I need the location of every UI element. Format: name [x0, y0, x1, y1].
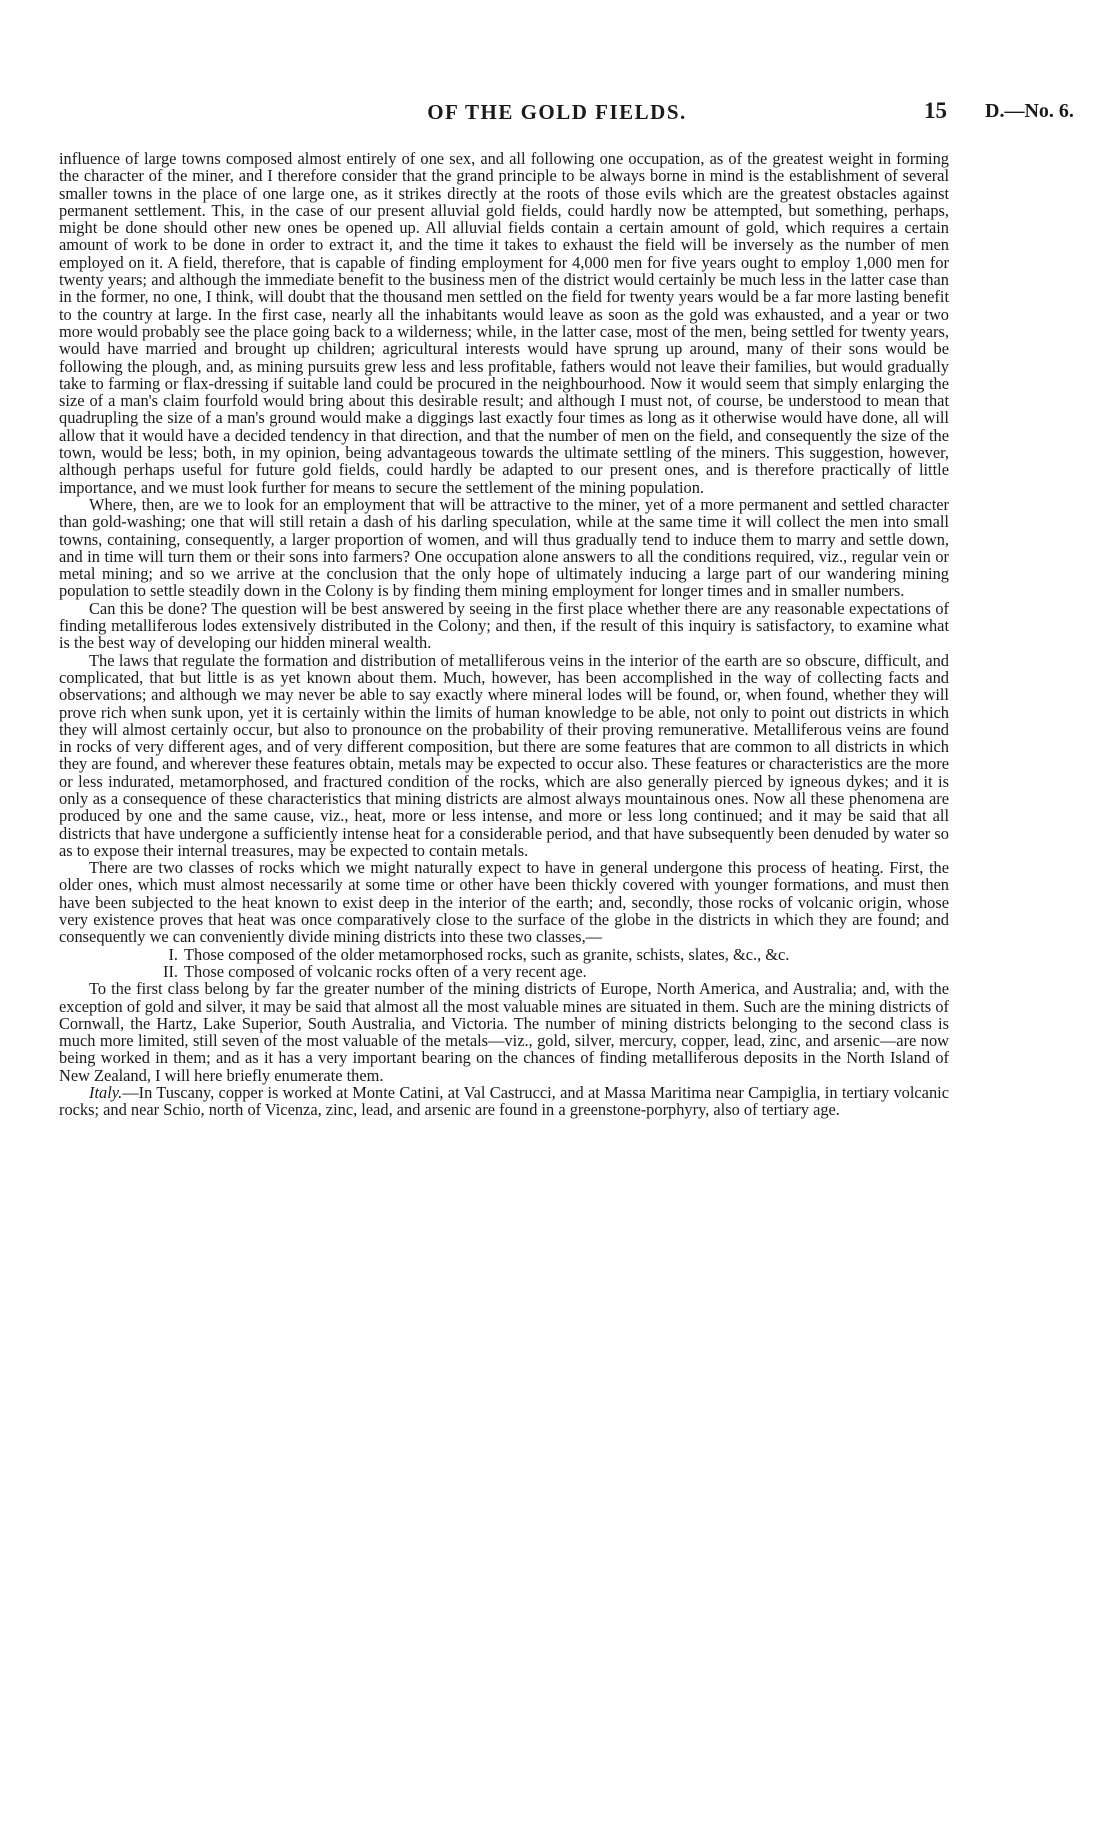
italy-heading: Italy. — [89, 1083, 123, 1103]
class-number: II. — [162, 961, 178, 981]
class-text: Those composed of volcanic rocks often of a very recent age. — [184, 961, 587, 981]
document-reference: D.—No. 6. — [985, 100, 1074, 122]
paragraph-6: To the first class belong by far the greater number of the mining districts of Europe, North America, and Australia; and, with the exception of gold and silver, it may be said that almost all the most valuable mines are situated in them. Such are the mining districts of Cornwall, the Hartz, Lake Superior, South Australia, and Victoria. The number of mining districts belonging to the second class is much more limited, still seven of the most valuable of the metals—viz., gold, silver, mercury, copper, lead, zinc, and arsenic—are now being worked in them; and as it has a very important bearing on the chances of finding metalliferous deposits in the North Island of New Zealand, I will here briefly enumerate them. — [59, 979, 949, 1085]
paragraph-italy — [59, 1084, 949, 1119]
paragraph-3: Can this be done? The question will be best answered by seeing in the first place whether there are any reasonable expectations of finding metalliferous lodes extensively distributed in the Colony; and then, if the result of this inquiry is satisfactory, to examine what is the best way of developing our hidden mineral wealth. — [59, 598, 949, 653]
body-text — [59, 150, 949, 1119]
running-header-title: OF THE GOLD FIELDS. — [427, 100, 687, 124]
paragraph-1: influence of large towns composed almost entirely of one sex, and all following one occupation, as of the greatest weight in forming the character of the miner, and I therefore consider that the grand principle to be always borne in mind is the establishment of several smaller towns in the place of one large one, as it strikes directly at the roots of those evils which are the greatest obstacles against permanent settlement. This, in the case of our present alluvial gold fields, could hardly now be attempted, but something, perhaps, might be done should other new ones be opened up. All alluvial fields contain a certain amount of gold, which requires a certain amount of work to be done in order to extract it, and the time it takes to exhaust the field will be inversely as the number of men employed on it. A field, therefore, that is capable of finding employment for 4,000 men for five years ought to employ 1,000 men for twenty years; and although the immediate benefit to the business men of the district would certainly be much less in the latter case than in the former, no one, I think, will doubt that the thousand men settled on the field for twenty years would be a far more lasting benefit to the country at large. In the first case, nearly all the inhabitants would leave as soon as the gold was exhausted, and a year or two more would probably see the place going back to a wilderness; while, in the latter case, most of the men, being settled for twenty years, would have married and brought up children; agricultural interests would have sprung up around, many of their sons would be following the plough, and, as mining pursuits grew less and less profitable, fathers would not leave their families, but would gradually take to farming or flax-dressing if suitable land could be procured in the neighbourhood. Now it would seem that simply enlarging the size of a man's claim fourfold would bring about this desirable result; and although I must not, of course, be understood to mean that quadrupling the size of a man's ground would make a diggings last exactly four times as long as it otherwise would have done, all will allow that it would have a decided tendency in that direction, and that the number of men on the field, and consequently the size of the town, would be less; both, in my opinion, being advantageous towards the ultimate settling of the miners. This suggestion, however, although perhaps useful for future gold fields, could hardly be adapted to our present ones, and is therefore practically of little importance, and we must look further for means to secure the settlement of the mining population. — [59, 149, 949, 497]
class-list-item — [59, 946, 949, 963]
class-number: I. — [168, 944, 178, 964]
paragraph-2: Where, then, are we to look for an employment that will be attractive to the miner, yet of a more permanent and settled character than gold-washing; one that will still retain a dash of his darling speculation, while at the same time it will collect the men into small towns, containing, consequently, a larger proportion of women, and will thus gradually tend to induce them to marry and settle down, and in time will turn them or their sons into farmers? One occupation alone answers to all the conditions required, viz., regular vein or metal mining; and so we arrive at the conclusion that the only hope of ultimately inducing a large part of our wandering mining population to settle steadily down in the Colony is by finding them mining employment for longer times and in smaller numbers. — [59, 494, 949, 601]
class-list-item — [59, 963, 949, 980]
class-text: Those composed of the older metamorphosed rocks, such as granite, schists, slates, &c., &c. — [184, 944, 790, 964]
paragraph-4: The laws that regulate the formation and distribution of metalliferous veins in the interior of the earth are so obscure, difficult, and complicated, that but little is as yet known about them. Much, however, has been accomplished in the way of collecting facts and observations; and although we may never be able to say exactly where mineral lodes will be found, or, when found, whether they will prove rich when sunk upon, yet it is certainly within the limits of human knowledge to be able, not only to point out districts in which they will almost certainly occur, but also to pronounce on the probability of their proving remunerative. Metalliferous veins are found in rocks of very different ages, and of very different composition, but there are some features that are common to all districts in which they are found, and wherever these features obtain, metals may be expected to occur also. These features or characteristics are the more or less indurated, metamorphosed, and fractured condition of the rocks, which are also generally pierced by igneous dykes; and it is only as a consequence of these characteristics that mining districts are almost always mountainous ones. Now all these phenomena are produced by one and the same cause, viz., heat, more or less intense, and more or less long continued; and it may be said that all districts that have undergone a sufficiently intense heat for a considerable period, and that have subsequently been denuded by water so as to expose their internal treasures, may be expected to contain metals. — [59, 650, 949, 860]
page-number: 15 — [924, 98, 947, 123]
paragraph-5: There are two classes of rocks which we might naturally expect to have in general undergone this process of heating. First, the older ones, which must almost necessarily at some time or other have been thickly covered with younger formations, and must then have been subjected to the heat known to exist deep in the interior of the earth; and, secondly, those rocks of volcanic origin, whose very existence proves that heat was once comparatively close to the surface of the globe in the districts in which they are found; and consequently we can conveniently divide mining districts into these two classes,— — [59, 858, 949, 947]
italy-text: —In Tuscany, copper is worked at Monte Catini, at Val Castrucci, and at Massa Maritima near Campiglia, in tertiary volcanic rocks; and near Schio, north of Vicenza, zinc, lead, and arsenic are found in a greenstone-porphyry, also of tertiary age. — [59, 1083, 949, 1120]
